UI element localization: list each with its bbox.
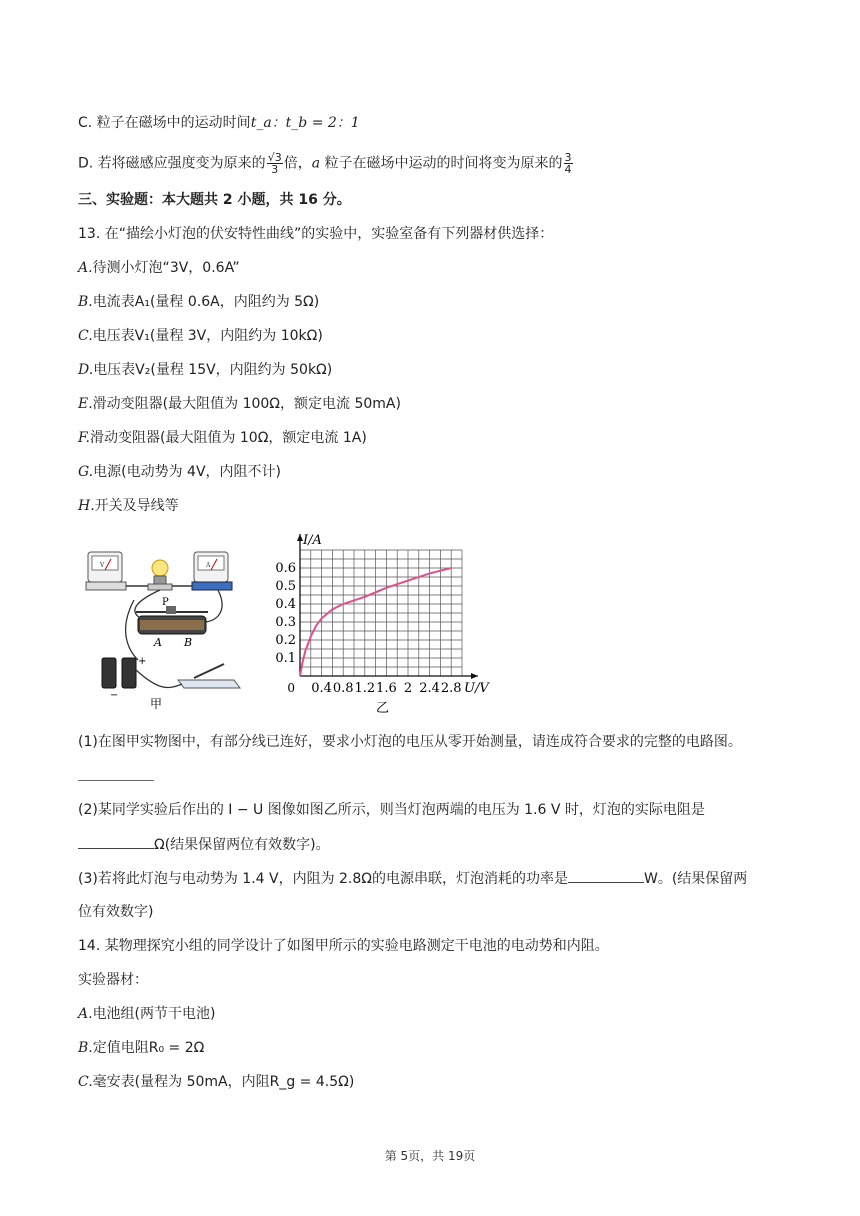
battery-icon (102, 656, 146, 701)
q13-item-e: E.滑动变阻器(最大阻值为 100Ω，额定电流 50mA) (78, 396, 401, 412)
q13-item-a: A.待测小灯泡“3V，0.6A” (78, 260, 240, 276)
y-tick-label: 0.4 (275, 597, 296, 612)
option-c-formula: t_a：t_b = 2：1 (250, 115, 360, 131)
answer-blank-2[interactable] (78, 834, 154, 849)
option-c (78, 113, 360, 133)
chart-xlabel: U/V (464, 681, 489, 696)
x-tick-label: 2.8 (440, 681, 462, 696)
label-a: A (154, 636, 162, 649)
label-plus: + (138, 656, 147, 667)
q14-item-c: C.毫安表(量程为 50mA，内阻R_g = 4.5Ω) (78, 1074, 355, 1090)
q13-stem: 13. 在“描绘小灯泡的伏安特性曲线”的实验中，实验室备有下列器材供选择： (78, 226, 554, 242)
y-tick-label: 0.2 (275, 633, 296, 648)
fraction-sqrt3-over-3: $\frac{√3}{3}$ (267, 151, 282, 176)
q13-item-c: C.电压表V₁(量程 3V，内阻约为 10kΩ) (78, 328, 323, 344)
chart-ylabel: I/A (303, 533, 322, 548)
option-d: D. 若将磁感应强度变为原来的 $\frac{√3}{3}$ 倍，a 粒子在磁场中运动的时间将变为原来的 $\frac{3}{4}$ (78, 151, 572, 176)
particle-a: a (311, 155, 321, 172)
figure-jia-apparatus (78, 540, 248, 710)
x-tick-label: 1.6 (376, 681, 397, 696)
x-tick-label: 2 (403, 681, 413, 696)
answer-blank-3[interactable] (568, 868, 644, 883)
figure-yi-chart (268, 528, 498, 716)
q13-item-d: D.电压表V₂(量程 15V，内阻约为 50kΩ) (78, 362, 333, 378)
q13-item-f: F.滑动变阻器(最大阻值为 10Ω，额定电流 1A) (78, 430, 367, 446)
label-minus: − (110, 690, 119, 701)
bulb-icon (148, 560, 172, 590)
q13-item-g: G.电源(电动势为 4V，内阻不计) (78, 464, 281, 480)
label-p: P (162, 597, 169, 608)
fraction-3-over-4: $\frac{3}{4}$ (564, 151, 572, 176)
ammeter-label: A (206, 562, 211, 569)
y-tick-label: 0.3 (275, 615, 296, 630)
q13-item-b: B.电流表A₁(量程 0.6A，内阻约为 5Ω) (78, 294, 320, 310)
q13-sub3-line1: (3)若将此灯泡与电动势为 1.4 V，内阻为 2.8Ω的电源串联，灯泡消耗的功率是 W。(结果保留两 (78, 868, 747, 889)
q13-item-h: H.开关及导线等 (78, 498, 179, 514)
chart-grid (300, 550, 462, 676)
section-heading: 三、实验题：本大题共 2 小题，共 16 分。 (78, 192, 351, 208)
chart-origin: 0 (287, 681, 295, 695)
page-footer: 第 5页，共 19页 (384, 1149, 476, 1163)
q13-sub2-line1: (2)某同学实验后作出的 I − U 图像如图乙所示，则当灯泡两端的电压为 1.6 V 时，灯泡的实际电阻是 (78, 802, 705, 818)
y-tick-label: 0.5 (275, 579, 296, 594)
figure-jia-caption: 甲 (150, 697, 163, 710)
x-axis-arrow-icon (471, 673, 478, 679)
answer-blank-1[interactable] (78, 780, 154, 781)
y-tick-label: 0.1 (275, 651, 296, 666)
switch-icon (178, 664, 240, 688)
label-b: B (184, 636, 193, 649)
q14-stem: 14. 某物理探究小组的同学设计了如图甲所示的实验电路测定干电池的电动势和内阻。 (78, 938, 609, 954)
option-d-text: D. 若将磁感应强度变为原来的 (78, 155, 266, 172)
figure-yi-caption: 乙 (376, 701, 390, 716)
q14-item-a: A.电池组(两节干电池) (78, 1006, 216, 1022)
x-tick-label: 0.8 (332, 681, 354, 696)
option-c-text: C. 粒子在磁场中的运动时间 (78, 115, 251, 131)
ammeter-icon (192, 552, 232, 590)
q13-sub3-line2: 位有效数字) (78, 904, 154, 920)
y-tick-label: 0.6 (275, 561, 296, 576)
q13-sub2-line2: Ω(结果保留两位有效数字)。 (78, 834, 330, 855)
x-tick-label: 1.2 (354, 681, 376, 696)
rheostat-icon (136, 597, 208, 649)
voltmeter-label: V (100, 562, 105, 569)
x-tick-label: 2.4 (419, 681, 440, 696)
x-tick-label: 0.4 (311, 681, 332, 696)
q13-sub1: (1)在图甲实物图中，有部分线已连好，要求小灯泡的电压从零开始测量，请连成符合要求的完整的电路图。 (78, 734, 742, 750)
q14-equip-heading: 实验器材： (78, 972, 148, 988)
q14-item-b: B.定值电阻R₀ = 2Ω (78, 1040, 205, 1056)
voltmeter-icon (86, 552, 126, 590)
